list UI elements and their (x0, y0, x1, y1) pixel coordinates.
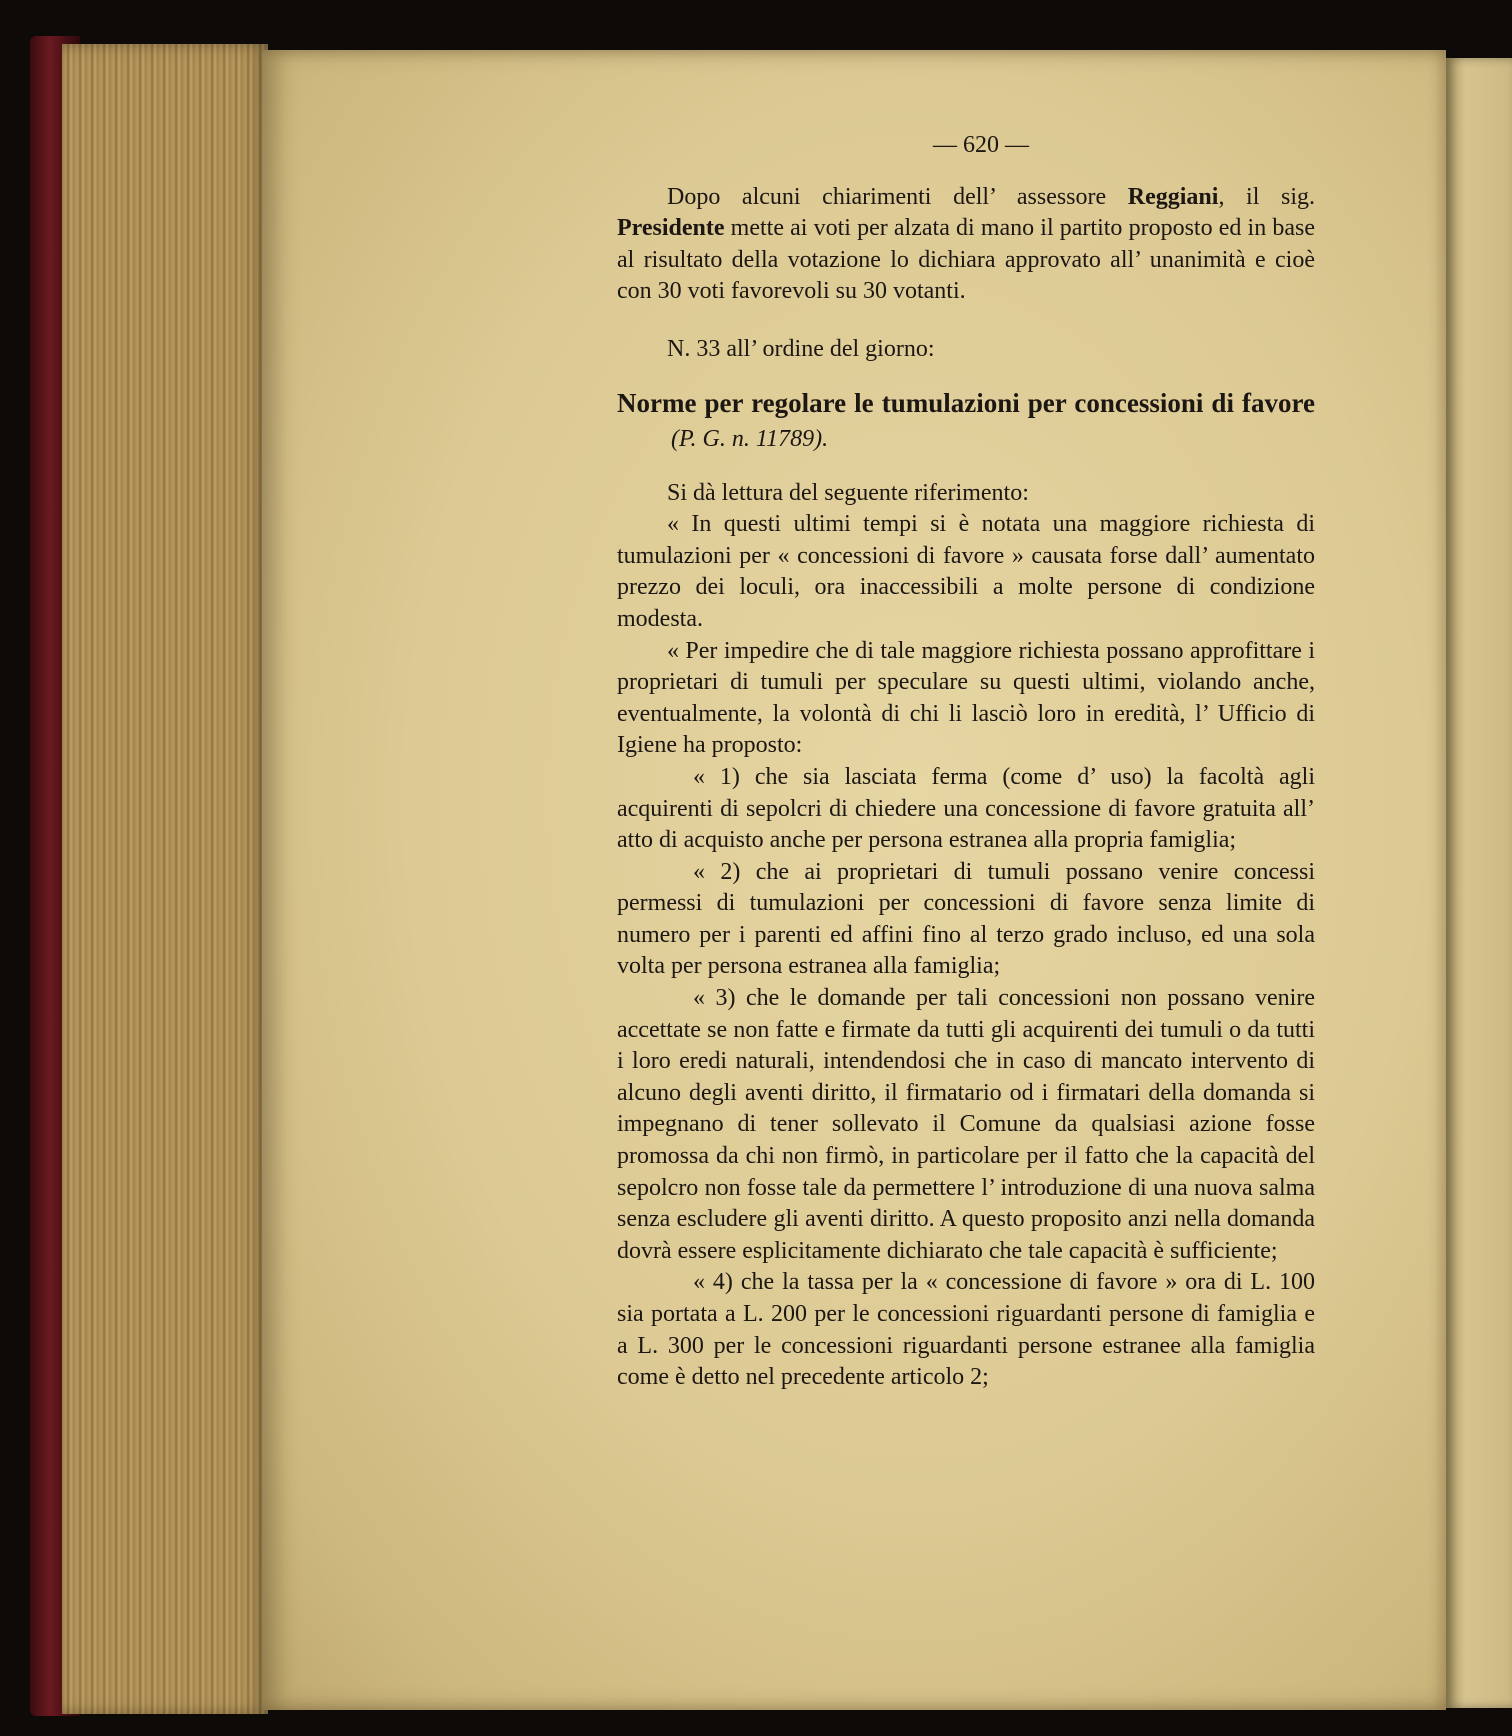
name-reggiani: Reggiani (1127, 183, 1219, 210)
page-text (617, 130, 1315, 1394)
point-4: « 4) che la tassa per la « concessione di favore » ora di L. 100 sia portata a L. 200 per le concessioni riguardanti persone di famiglia e a L. 300 per le concessioni riguardanti persone estranee alla famiglia come è detto nel precedente articolo 2; (617, 1269, 1315, 1391)
heading-reference: (P. G. n. 11789). (671, 425, 829, 452)
name-presidente: Presidente (617, 215, 725, 242)
paragraph-reading: Si dà lettura del seguente riferimento: (667, 479, 1029, 506)
agenda-item: N. 33 all’ ordine del giorno: (667, 335, 935, 362)
next-page-edge (1446, 58, 1512, 1708)
page-number: — 620 — (933, 132, 1029, 158)
paragraph-request: « In questi ultimi tempi si è notata una maggiore richiesta di tumulazioni per « concessioni di favore » causata forse dall’ aumentato prezzo dei loculi, ora inaccessibili a molte persone di condizione modesta. (617, 511, 1315, 632)
page-edges (62, 44, 268, 1714)
heading-title: Norme per regolare le tumulazioni per concessioni di favore (617, 387, 1315, 418)
point-2: « 2) che ai proprietari di tumuli possano venire concessi permessi di tumulazioni per concessioni di favore senza limite di numero per i parenti ed affini fino al terzo grado incluso, ed una sola volta per persona estranea alla famiglia; (617, 858, 1315, 980)
section-heading (617, 386, 1315, 456)
paragraph-vote: Dopo alcuni chiarimenti dell’ assessore Reggiani, il sig. Presidente mette ai voti per alzata di mano il partito proposto ed in base al risultato della votazione lo dichiara approvato all’ unanimità e cioè con 30 voti favorevoli su 30 votanti. (617, 183, 1315, 305)
paragraph-proposal: « Per impedire che di tale maggiore richiesta possano approfittare i proprietari di tumuli per speculare su questi ultimi, violando anche, eventualmente, la volontà di chi li lasciò loro in eredità, l’ Ufficio di Igiene ha proposto: (617, 637, 1315, 759)
point-3: « 3) che le domande per tali concessioni non possano venire accettate se non fatte e firmate da tutti gli acquirenti dei tumuli o da tutti i loro eredi naturali, intendendosi che in caso di mancato intervento di alcuno degli aventi diritto, il firmatario od i firmatari della domanda si impegnano di tener sollevato il Comune da qualsiasi azione fosse promossa da chi non firmò, in particolare per il fatto che la capacità del sepolcro non fosse tale da permettere l’ introduzione di una nuova salma senza escludere gli aventi diritto. A questo proposito anzi nella domanda dovrà essere esplicitamente dichiarato che tale capacità è sufficiente; (617, 985, 1315, 1264)
point-1: « 1) che sia lasciata ferma (come d’ uso) la facoltà agli acquirenti di sepolcri di chiedere una concessione di favore gratuita all’ atto di acquisto anche per persona estranea alla propria famiglia; (617, 763, 1315, 854)
